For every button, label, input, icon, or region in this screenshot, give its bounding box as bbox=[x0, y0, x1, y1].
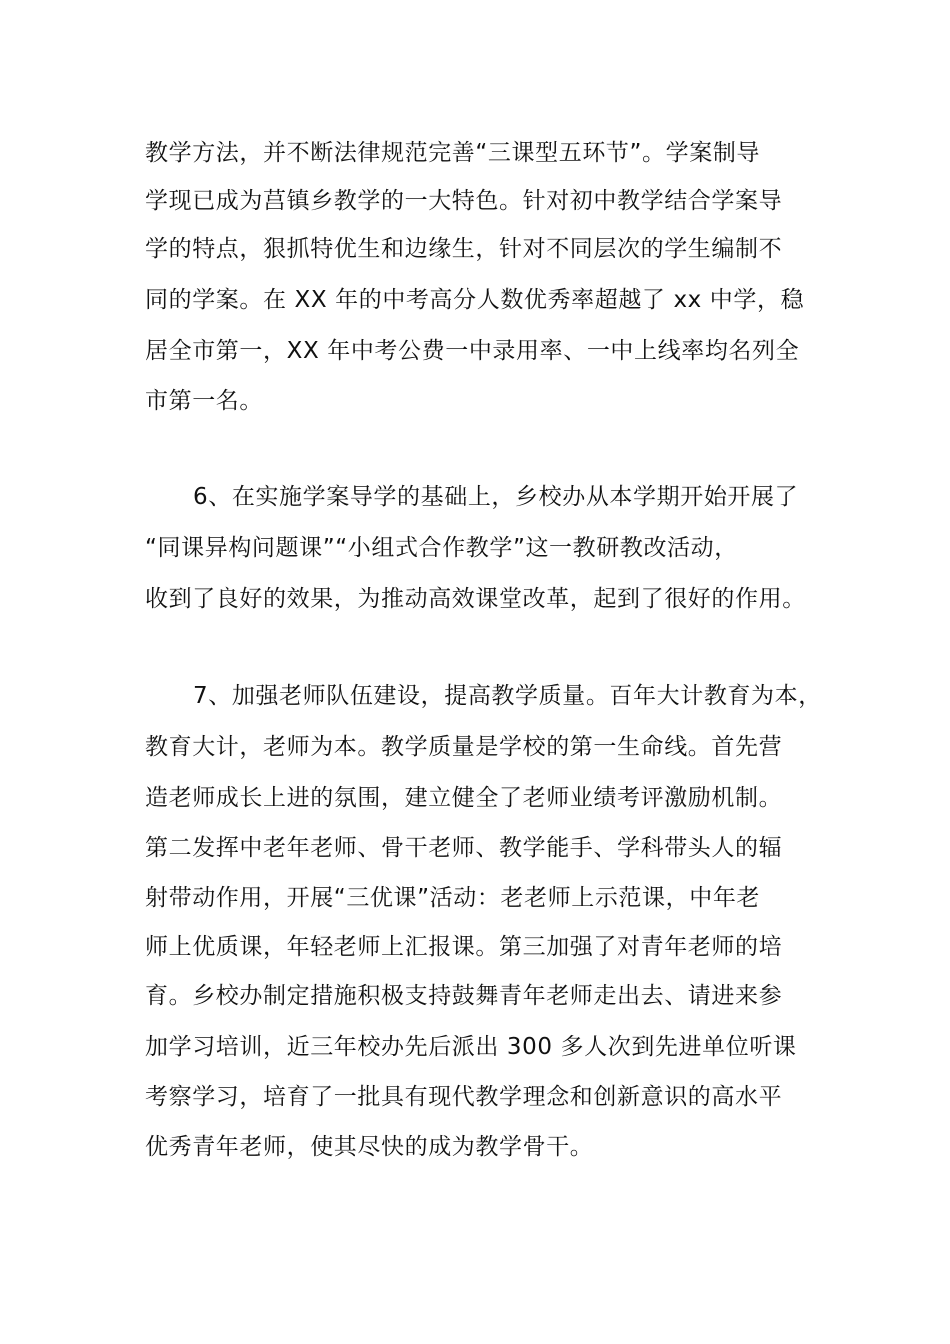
paragraph-line: 收到了良好的效果，为推动高效课堂改革，起到了很好的作用。 bbox=[145, 586, 806, 612]
paragraph-line: 优秀青年老师，使其尽快的成为教学骨干。 bbox=[145, 1134, 594, 1160]
paragraph-line: “同课异构问题课”“小组式合作教学”这一教研教改活动， bbox=[145, 535, 738, 561]
paragraph-line: 师上优质课，年轻老师上汇报课。第三加强了对青年老师的培 bbox=[145, 934, 783, 960]
paragraph-line: 同的学案。在 XX 年的中考高分人数优秀率超越了 xx 中学，稳 bbox=[145, 287, 805, 313]
paragraph-line: 7、加强老师队伍建设，提高教学质量。百年大计教育为本， bbox=[193, 683, 822, 709]
paragraph-line: 育。乡校办制定措施积极支持鼓舞青年老师走出去、请进来参 bbox=[145, 983, 783, 1009]
paragraph-line: 居全市第一，XX 年中考公费一中录用率、一中上线率均名列全 bbox=[145, 338, 800, 364]
paragraph-line: 学现已成为莒镇乡教学的一大特色。针对初中教学结合学案导 bbox=[145, 188, 783, 214]
paragraph-line: 造老师成长上进的氛围，建立健全了老师业绩考评激励机制。 bbox=[145, 785, 783, 811]
paragraph-line: 学的特点，狠抓特优生和边缘生，针对不同层次的学生编制不 bbox=[145, 236, 783, 262]
paragraph-line: 射带动作用，开展“三优课”活动：老老师上示范课，中年老 bbox=[145, 885, 761, 911]
paragraph-line: 第二发挥中老年老师、骨干老师、教学能手、学科带头人的辐 bbox=[145, 835, 783, 861]
paragraph-line: 考察学习，培育了一批具有现代教学理念和创新意识的高水平 bbox=[145, 1084, 783, 1110]
paragraph-line: 教学方法，并不断法律规范完善“三课型五环节”。学案制导 bbox=[145, 140, 761, 166]
paragraph-line: 教育大计，老师为本。教学质量是学校的第一生命线。首先营 bbox=[145, 734, 783, 760]
paragraph-line: 加学习培训，近三年校办先后派出 300 多人次到先进单位听课 bbox=[145, 1034, 797, 1060]
paragraph-line: 市第一名。 bbox=[145, 388, 263, 414]
paragraph-line: 6、在实施学案导学的基础上，乡校办从本学期开始开展了 bbox=[193, 484, 799, 510]
